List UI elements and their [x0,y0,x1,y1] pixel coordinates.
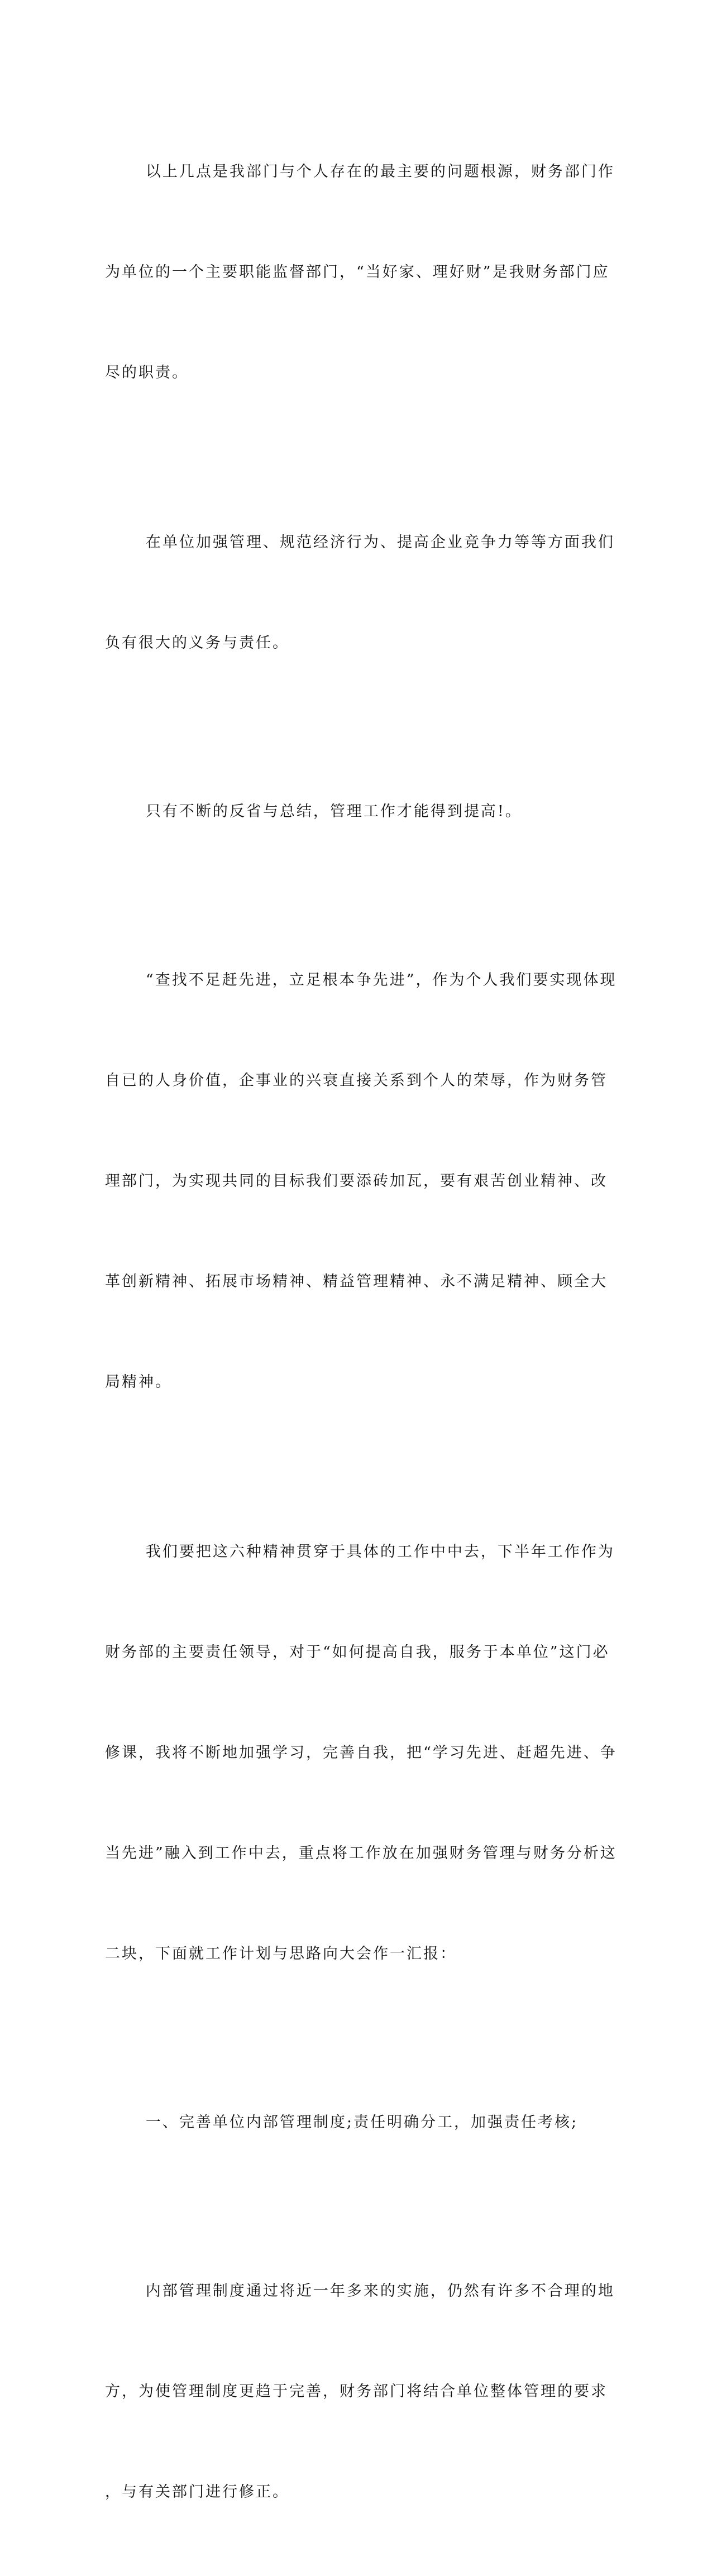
paragraph-line: 尽的职责。 [105,364,189,381]
paragraph-7 [105,2208,615,2576]
paragraph-line: 财务部的主要责任领导，对于“如何提高自我，服务于本单位”这门必 [105,1644,610,1661]
paragraph-line: 革创新精神、拓展市场精神、精益管理精神、永不满足精神、顾全大 [105,1273,608,1290]
paragraph-line: 只有不断的反省与总结，管理工作才能得到提高!。 [145,803,522,820]
paragraph-line: 一、完善单位内部管理制度;责任明确分工，加强责任考核; [145,2114,579,2131]
paragraph-line: 内部管理制度通过将近一年多来的实施，仍然有许多不合理的地 [145,2282,615,2300]
paragraph-line: 理部门，为实现共同的目标我们要添砖加瓦，要有艰苦创业精神、改 [105,1172,608,1190]
paragraph-line: 方，为使管理制度更趋于完善，财务部门将结合单位整体管理的要求 [105,2383,608,2400]
paragraph-line: 以上几点是我部门与个人存在的最主要的问题根源，财务部门作 [145,163,615,180]
paragraph-line: 为单位的一个主要职能监督部门，“当好家、理好财”是我财务部门应 [105,264,610,281]
paragraph-line: 在单位加强管理、规范经济行为、提高企业竞争力等等方面我们 [145,534,615,551]
paragraph-line: 二块，下面就工作计划与思路向大会作一汇报： [105,1945,457,1962]
paragraph-line: 局精神。 [105,1373,172,1391]
paragraph-5 [105,1468,617,2038]
paragraph-3 [105,728,599,896]
paragraph-line: 负有很大的义务与责任。 [105,634,289,652]
paragraph-2 [105,459,615,727]
paragraph-line: 自已的人身价值，企事业的兴衰直接关系到个人的荣辱，作为财务管 [105,1072,608,1089]
paragraph-1 [105,88,615,457]
document-body [105,88,617,2576]
paragraph-4 [105,897,617,1466]
paragraph-line: 修课，我将不断地加强学习，完善自我，把“学习先进、赶超先进、争 [105,1744,617,1761]
paragraph-line: 我们要把这六种精神贯穿于具体的工作中中去，下半年工作作为 [145,1543,615,1560]
paragraph-line: ，与有关部门进行修正。 [105,2483,289,2501]
paragraph-line: 当先进”融入到工作中去，重点将工作放在加强财务管理与财务分析这 [105,1845,617,1862]
paragraph-line: “查找不足赶先进，立足根本争先进”，作为个人我们要实现体现 [145,971,617,989]
paragraph-6 [105,2039,599,2206]
